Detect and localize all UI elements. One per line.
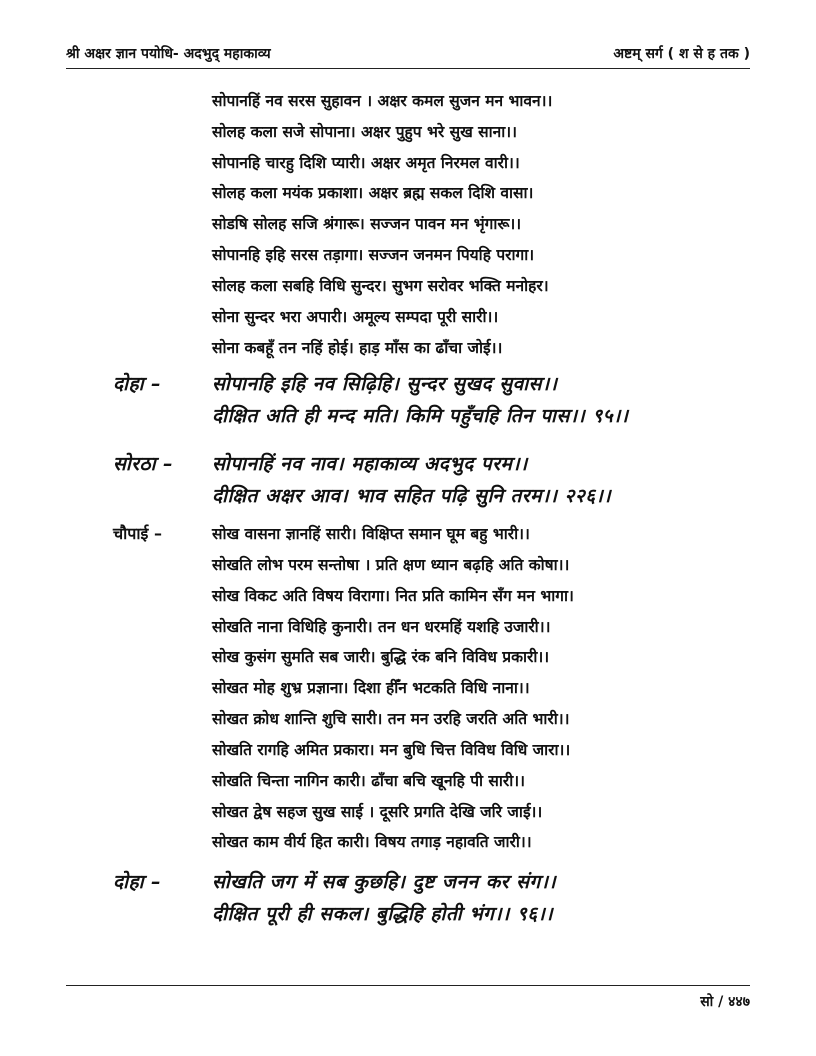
chaupai-label: चौपाई – bbox=[113, 524, 162, 543]
verse-line: सोपानहि इहि सरस तड़ागा। सज्जन जनमन पियहि परागा। bbox=[212, 246, 535, 264]
verse-line: सोख कुसंग सुमति सब जारी। बुद्धि रंक बनि विविध प्रकारी।। bbox=[212, 648, 550, 666]
verse-line: सोखत काम वीर्य हित कारी। विषय तगाड़ नहावति जारी।। bbox=[212, 833, 532, 851]
verse-line: सोलह कला सजे सोपाना। अक्षर पुहुप भरे सुख साना।। bbox=[212, 123, 517, 141]
verse-line: सोख विकट अति विषय विरागा। नित प्रति कामिन सँग मन भागा। bbox=[212, 587, 574, 605]
verse-line: सोलह कला मयंक प्रकाशा। अक्षर ब्रह्म सकल दिशि वासा। bbox=[212, 184, 534, 202]
verse-line: सोखत द्वेष सहज सुख साई । दूसरि प्रगति देखि जरि जाई।। bbox=[212, 803, 543, 821]
verse-line: सोपानहिं नव सरस सुहावन । अक्षर कमल सुजन मन भावन।। bbox=[212, 92, 553, 110]
page-header bbox=[66, 42, 750, 69]
soratha-line: दीक्षित अक्षर आव। भाव सहित पढ़ि सुनि तरम।। २२६।। bbox=[212, 485, 612, 507]
doha-line: दीक्षित अति ही मन्द मति। किमि पहुँचहि तिन पास।। ९५।। bbox=[212, 405, 629, 427]
verse-line: सोडषि सोलह सजि श्रंगारू। सज्जन पावन मन भृंगारू।। bbox=[212, 215, 522, 233]
verse-line: सोखति रागहि अमित प्रकारा। मन बुधि चित्त विविध विधि जारा।। bbox=[212, 741, 571, 759]
page-number: सो / ४४७ bbox=[700, 994, 750, 1010]
verse-line: सोखत क्रोध शान्ति शुचि सारी। तन मन उरहि जरति अति भारी।। bbox=[212, 710, 570, 728]
soratha-label: सोरठा – bbox=[113, 453, 174, 475]
verse-line: सोखति चिन्ता नागिन कारी। ढाँचा बचि खूनहि पी सारी।। bbox=[212, 772, 526, 790]
book-title: श्री अक्षर ज्ञान पयोधि- अदभुद् महाकाव्य bbox=[66, 46, 271, 62]
soratha-line: सोपानहिं नव नाव। महाकाव्य अदभुद परम।। bbox=[212, 453, 528, 475]
verse-line: सोना कबहूँ तन नहिं होई। हाड़ माँस का ढाँचा जोई।। bbox=[212, 339, 503, 357]
verse-line: सोखति नाना विधिहि कुनारी। तन धन धरमहिं यशहि उजारी।। bbox=[212, 618, 551, 636]
footer-divider bbox=[66, 985, 750, 986]
doha-line: सोखति जग में सब कुछहि। दुष्ट जनन कर संग।। bbox=[212, 871, 557, 893]
doha-line: सोपानहि इहि नव सिढ़िहि। सुन्दर सुखद सुवास।। bbox=[212, 373, 558, 395]
verse-line: सोलह कला सबहि विधि सुन्दर। सुभग सरोवर भक्ति मनोहर। bbox=[212, 277, 549, 295]
doha-label: दोहा – bbox=[113, 871, 162, 893]
verse-line: सोखति लोभ परम सन्तोषा । प्रति क्षण ध्यान बढ़हि अति कोषा।। bbox=[212, 556, 570, 574]
chapter-title: अष्टम् सर्ग ( श से ह तक ) bbox=[613, 46, 750, 62]
doha-line: दीक्षित पूरी ही सकल। बुद्धिहि होती भंग।। ९६।। bbox=[212, 903, 554, 925]
verse-line: सोना सुन्दर भरा अपारी। अमूल्य सम्पदा पूरी सारी।। bbox=[212, 308, 499, 326]
verse-line: सोपानहि चारहु दिशि प्यारी। अक्षर अमृत निरमल वारी।। bbox=[212, 154, 520, 172]
verse-line: सोख वासना ज्ञानहिं सारी। विक्षिप्त समान घूम बहु भारी।। bbox=[212, 525, 530, 543]
doha-label: दोहा – bbox=[113, 373, 162, 395]
verse-line: सोखत मोह शुभ्र प्रज्ञाना। दिशा हीँन भटकति विधि नाना।। bbox=[212, 679, 530, 697]
